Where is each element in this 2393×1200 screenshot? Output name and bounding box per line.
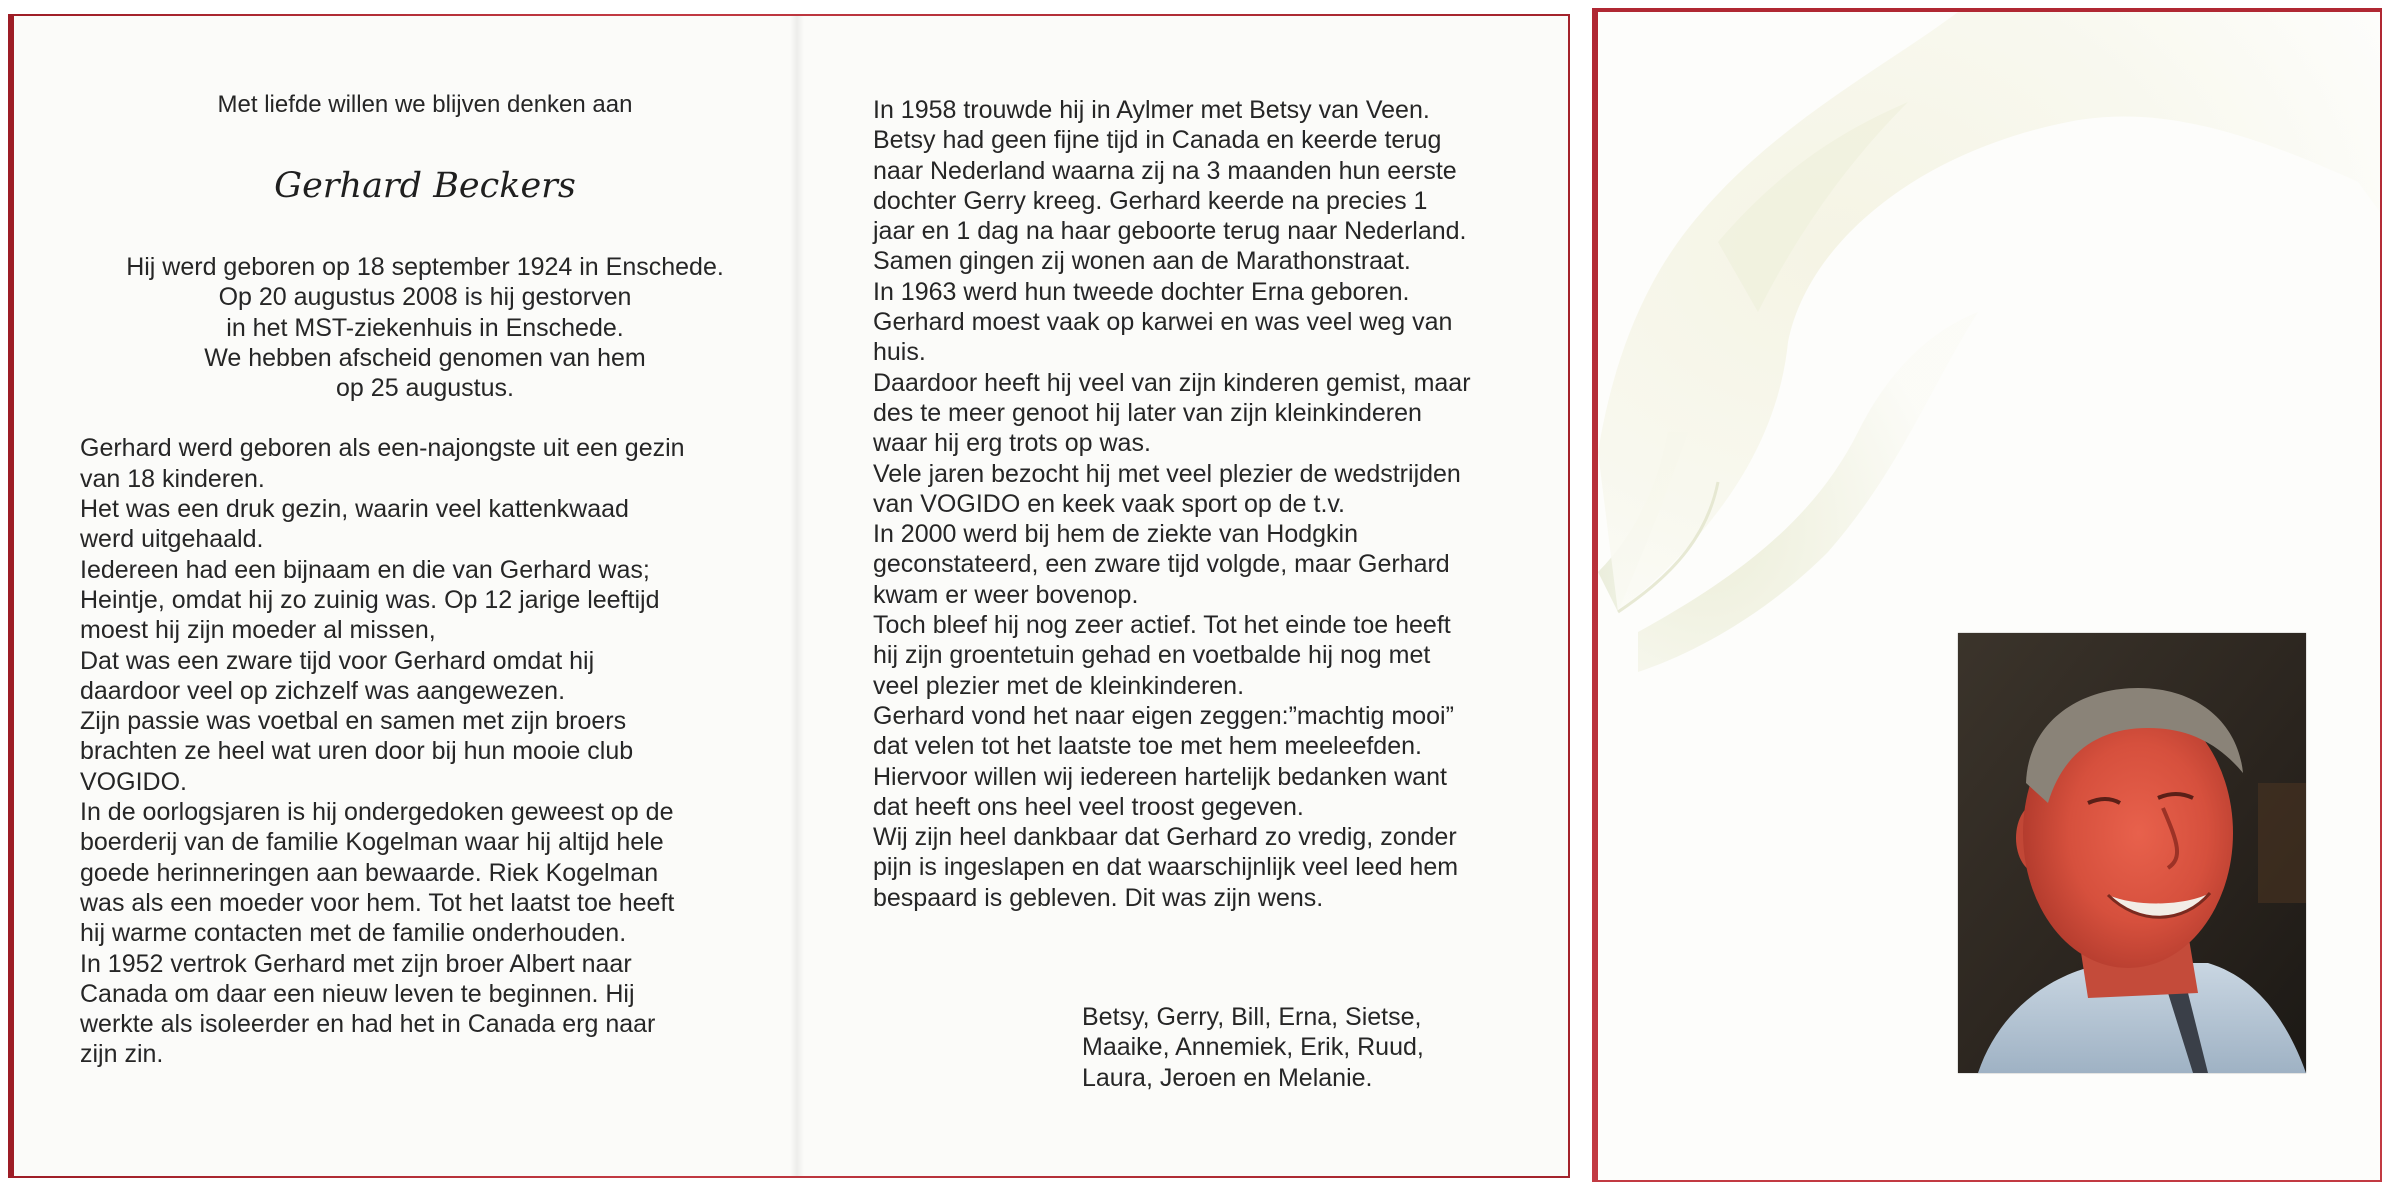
text-line: jaar en 1 dag na haar geboorte terug naar Nederland. bbox=[873, 217, 1467, 246]
text-line: dochter Gerry kreeg. Gerhard keerde na precies 1 bbox=[873, 186, 1428, 215]
text-line: In 2000 werd bij hem de ziekte van Hodgkin bbox=[873, 520, 1359, 549]
intro-text: Met liefde willen we blijven denken aan bbox=[217, 91, 633, 118]
text-line: van VOGIDO en keek vaak sport op de t.v. bbox=[873, 489, 1345, 518]
text-line: In 1958 trouwde hij in Aylmer met Betsy van Veen. bbox=[873, 96, 1430, 124]
deceased-name: Gerhard Beckers bbox=[274, 166, 576, 206]
signature-line: Maaike, Annemiek, Erik, Ruud, bbox=[1082, 1033, 1424, 1062]
text-line: Daardoor heeft hij veel van zijn kinderen gemist, maar bbox=[873, 368, 1471, 397]
text-line: dat velen tot het laatste toe met hem meeleefden. bbox=[873, 732, 1422, 761]
text-line: huis. bbox=[873, 338, 926, 367]
birth-line: Op 20 augustus 2008 is hij gestorven bbox=[218, 283, 632, 312]
text-line: dat heeft ons heel veel troost gegeven. bbox=[873, 792, 1304, 821]
birth-line: op 25 augustus. bbox=[336, 374, 514, 403]
portrait-photo-icon bbox=[1958, 633, 2306, 1073]
text-line: In 1952 vertrok Gerhard met zijn broer Albert naar bbox=[80, 949, 632, 978]
text-line: bespaard is gebleven. Dit was zijn wens. bbox=[873, 883, 1324, 912]
text-line: boerderij van de familie Kogelman waar hij altijd hele bbox=[80, 828, 664, 857]
text-line: moest hij zijn moeder al missen, bbox=[80, 616, 436, 645]
text-line: was als een moeder voor hem. Tot het laatst toe heeft bbox=[80, 888, 675, 917]
text-line: veel plezier met de kleinkinderen. bbox=[873, 671, 1245, 700]
text-line: daardoor veel op zichzelf was aangewezen. bbox=[80, 676, 566, 705]
text-line: hij zijn groentetuin gehad en voetbalde hij nog met bbox=[873, 641, 1431, 670]
text-line: In de oorlogsjaren is hij ondergedoken geweest op de bbox=[80, 798, 674, 827]
text-line: In 1963 werd hun tweede dochter Erna geboren. bbox=[873, 277, 1410, 306]
text-line: waar hij erg trots op was. bbox=[873, 429, 1151, 458]
text-line: VOGIDO. bbox=[80, 767, 187, 796]
text-line: goede herinneringen aan bewaarde. Riek Kogelman bbox=[80, 858, 659, 887]
text-line: Het was een druk gezin, waarin veel kattenkwaad bbox=[80, 495, 629, 524]
text-line: hij warme contacten met de familie onderhouden. bbox=[80, 919, 627, 948]
text-line: Gerhard werd geboren als een-najongste uit een gezin bbox=[80, 434, 685, 463]
text-line: Zijn passie was voetbal en samen met zijn broers bbox=[80, 707, 627, 736]
family-signature bbox=[1082, 1002, 1502, 1093]
text-line: Vele jaren bezocht hij met veel plezier de wedstrijden bbox=[873, 459, 1461, 488]
text-line: Toch bleef hij nog zeer actief. Tot het einde toe heeft bbox=[873, 611, 1451, 640]
signature-line: Laura, Jeroen en Melanie. bbox=[1082, 1063, 1373, 1092]
text-line: van 18 kinderen. bbox=[80, 464, 265, 493]
text-line: geconstateerd, een zware tijd volgde, maar Gerhard bbox=[873, 550, 1450, 579]
text-line: Iedereen had een bijnaam en die van Gerhard was; bbox=[80, 555, 650, 584]
birth-line: We hebben afscheid genomen van hem bbox=[204, 343, 646, 372]
birth-line: in het MST-ziekenhuis in Enschede. bbox=[226, 313, 624, 342]
text-line: Betsy had geen fijne tijd in Canada en keerde terug bbox=[873, 126, 1442, 155]
text-line: naar Nederland waarna zij na 3 maanden hun eerste bbox=[873, 156, 1457, 185]
text-line: pijn is ingeslapen en dat waarschijnlijk veel leed hem bbox=[873, 853, 1459, 882]
left-page bbox=[80, 90, 770, 1070]
text-line: werd uitgehaald. bbox=[80, 525, 264, 554]
text-line: Gerhard moest vaak op karwei en was veel weg van bbox=[873, 308, 1453, 337]
text-line: Canada om daar een nieuw leven te beginnen. Hij bbox=[80, 979, 635, 1008]
birth-line: Hij werd geboren op 18 september 1924 in Enschede. bbox=[126, 253, 724, 281]
text-line: Heintje, omdat hij zo zuinig was. Op 12 jarige leeftijd bbox=[80, 585, 660, 614]
text-line: brachten ze heel wat uren door bij hun mooie club bbox=[80, 737, 634, 766]
text-line: Dat was een zware tijd voor Gerhard omdat hij bbox=[80, 646, 595, 675]
text-line: des te meer genoot hij later van zijn kleinkinderen bbox=[873, 398, 1422, 427]
text-line: Hiervoor willen wij iedereen hartelijk bedanken want bbox=[873, 762, 1447, 791]
text-line: werkte als isoleerder en had het in Canada erg naar bbox=[80, 1010, 656, 1039]
life-story-left bbox=[80, 433, 770, 1069]
text-line: Wij zijn heel dankbaar dat Gerhard zo vredig, zonder bbox=[873, 823, 1457, 852]
text-line: kwam er weer bovenop. bbox=[873, 580, 1139, 609]
middle-page bbox=[873, 95, 1543, 913]
text-line: Gerhard vond het naar eigen zeggen:”machtig mooi” bbox=[873, 701, 1454, 730]
signature-line: Betsy, Gerry, Bill, Erna, Sietse, bbox=[1082, 1003, 1422, 1031]
text-line: Samen gingen zij wonen aan de Marathonstraat. bbox=[873, 247, 1411, 276]
center-fold bbox=[790, 16, 804, 1176]
text-line: zijn zin. bbox=[80, 1040, 164, 1069]
birth-death-block bbox=[80, 252, 770, 403]
